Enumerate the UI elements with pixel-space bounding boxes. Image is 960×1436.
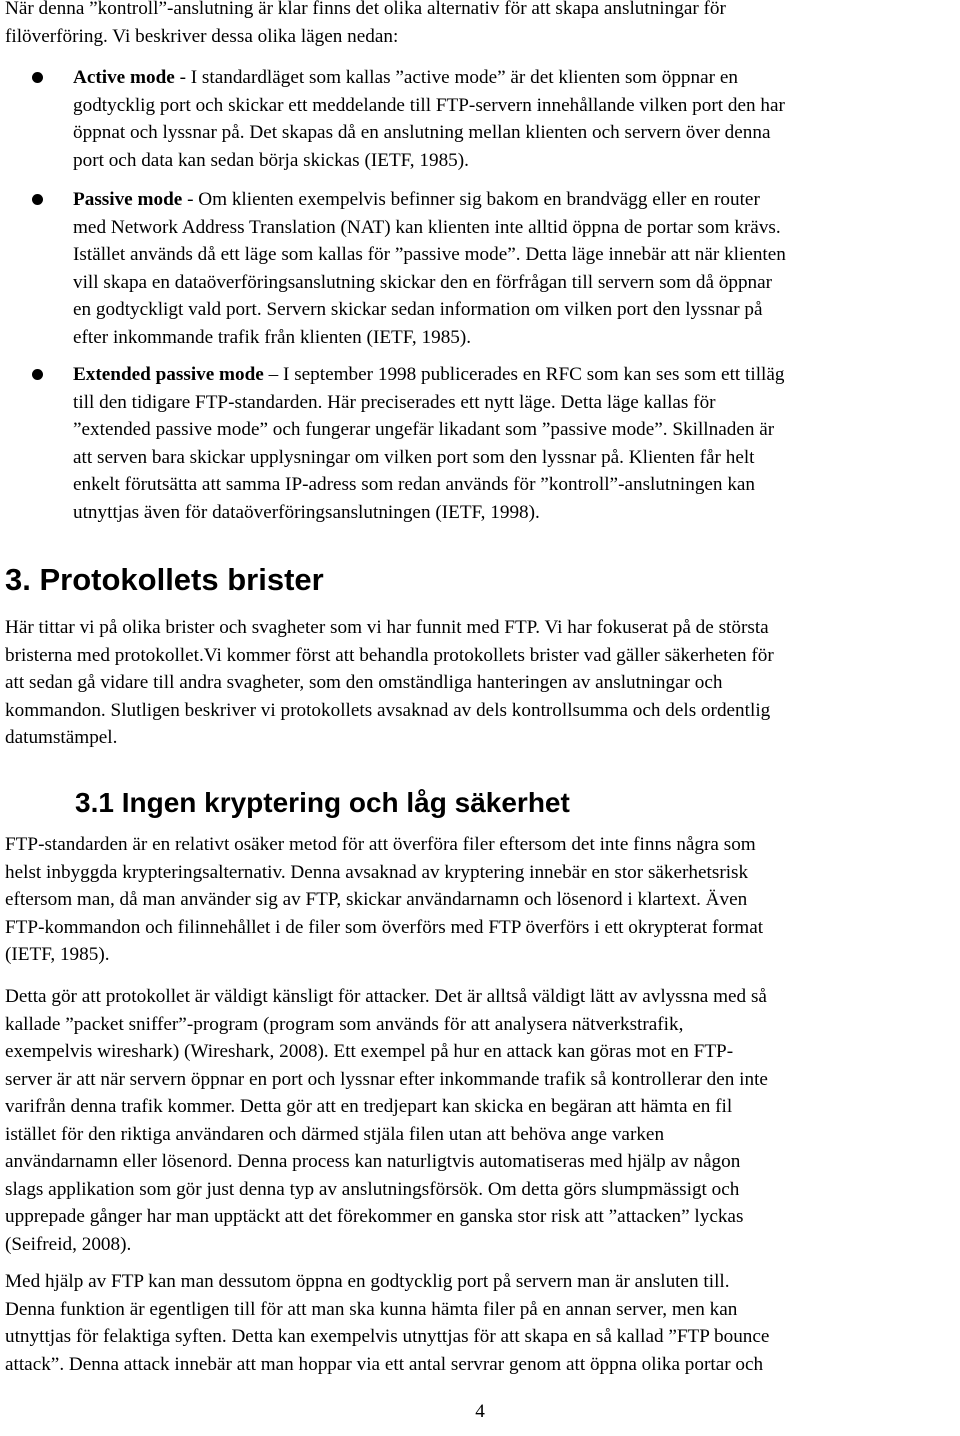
text-line: istället för den riktiga användaren och därmed stjäla filen utan att behöva ange varken xyxy=(5,1123,665,1145)
intro-paragraph xyxy=(5,0,953,50)
text-line: Med hjälp av FTP kan man dessutom öppna en godtycklig port på servern man är ansluten till. xyxy=(5,1271,730,1292)
text-line: helst inbyggda krypteringsalternativ. Denna avsaknad av kryptering innebär en stor säkerhetsrisk xyxy=(5,861,749,883)
text-line: exempelvis wireshark) (Wireshark, 2008). Ett exempel på hur en attack kan göras mot en FTP- xyxy=(5,1041,734,1062)
text-line: öppnat och lyssnar på. Det skapas då en anslutning mellan klienten och servern över denna xyxy=(73,122,771,143)
text-line: en godtyckligt vald port. Servern skickar sedan information om vilken port den lyssnar på xyxy=(73,299,763,320)
text-line: attack”. Denna attack innebär att man hoppar via ett antal servrar genom att öppna olika portar och xyxy=(5,1353,764,1375)
text-line: varifrån denna trafik kommer. Detta gör att en tredjepart kan skicka en begäran att hämta en fil xyxy=(5,1096,733,1117)
text-line: datumstämpel. xyxy=(5,727,118,748)
text-line: godtycklig port och skickar ett meddelande till FTP-servern innehållande vilken port den har xyxy=(73,94,785,116)
text-line: När denna ”kontroll”-anslutning är klar finns det olika alternativ för att skapa anslutningar för xyxy=(5,0,726,19)
bullet-dot-icon xyxy=(32,194,43,205)
text-line: kommandon. Slutligen beskriver vi protokollets avsaknad av dels kontrollsumma och dels ordentlig xyxy=(5,699,771,721)
text-line: kallade ”packet sniffer”-program (program som används för att analysera nätverkstrafik, xyxy=(5,1013,684,1035)
text-line: vill skapa en dataöverföringsanslutning skickar den en förfrågan till servern som då öppnar xyxy=(73,271,773,293)
text-line xyxy=(73,361,957,389)
section-heading: 3. Protokollets brister xyxy=(5,562,324,597)
page-number: 4 xyxy=(475,1401,485,1422)
text-line: server är att när servern öppnar en port och lyssnar efter inkommande trafik så kontrollerar den inte xyxy=(5,1068,768,1090)
text-line xyxy=(73,64,957,92)
text-line: utnyttjas för felaktiga syften. Detta kan exempelvis utnyttjas för att skapa en så kallad ”FTP bounce xyxy=(5,1326,770,1347)
text-line: efter inkommande trafik från klienten (IETF, 1985). xyxy=(73,326,472,348)
bullet-dot-icon xyxy=(32,369,43,380)
text-span: - Om klienten exempelvis befinner sig bakom en brandvägg eller en router xyxy=(182,189,760,210)
text-line: upprepade gånger har man upptäckt att det förekommer en ganska stor risk att ”attacken” lyckas xyxy=(5,1206,744,1227)
text-line: utnyttjas även för dataöverföringsanslutningen (IETF, 1998). xyxy=(73,501,540,523)
bullet-term: Extended passive mode xyxy=(73,364,264,385)
text-line: Detta gör att protokollet är väldigt känsligt för attacker. Det är alltså väldigt lätt av avlyssna med så xyxy=(5,986,767,1007)
text-line: till den tidigare FTP-standarden. Här preciserades ett nytt läge. Detta läge kallas för xyxy=(73,391,716,413)
text-line: att serven bara skickar upplysningar om vilken port som den lyssnar på. Klienten får helt xyxy=(73,446,755,468)
text-line: enkelt förutsätta att samma IP-adress som redan används för ”kontroll”-anslutningen kan xyxy=(73,474,756,495)
text-line: FTP-standarden är en relativt osäker metod för att överföra filer eftersom det inte finns några som xyxy=(5,834,756,855)
body-paragraph xyxy=(5,1268,953,1378)
bullet-text xyxy=(73,361,957,526)
bullet-text xyxy=(73,186,957,351)
text-line xyxy=(73,186,957,214)
text-line: Här tittar vi på olika brister och svagheter som vi har funnit med FTP. Vi har fokuserat på de största xyxy=(5,617,769,638)
text-line: ”extended passive mode” och fungerar ungefär likadant som ”passive mode”. Skillnaden är xyxy=(73,419,775,440)
section3-paragraph xyxy=(5,614,953,752)
text-line: (Seifreid, 2008). xyxy=(5,1233,132,1255)
body-paragraph xyxy=(5,983,953,1258)
subsection-heading: 3.1 Ingen kryptering och låg säkerhet xyxy=(75,787,570,818)
text-line: med Network Address Translation (NAT) kan klienten inte alltid öppna de portar som krävs. xyxy=(73,216,781,238)
body-paragraph xyxy=(5,831,953,969)
text-span: - I standardläget som kallas ”active mode” är det klienten som öppnar en xyxy=(174,67,738,88)
text-line: att sedan gå vidare till andra svagheter, som den omständliga hanteringen av anslutningar och xyxy=(5,672,723,693)
text-span: – I september 1998 publicerades en RFC som kan ses som ett tilläg xyxy=(263,364,785,385)
bullet-dot-icon xyxy=(32,72,43,83)
bullet-term: Passive mode xyxy=(73,189,183,210)
text-line: (IETF, 1985). xyxy=(5,944,110,965)
text-line: Denna funktion är egentligen till för att man ska kunna hämta filer på en annan server, men kan xyxy=(5,1298,738,1320)
text-line: FTP-kommandon och filinnehållet i de filer som överförs med FTP överförs i ett okrypterat format xyxy=(5,916,764,938)
text-line: bristerna med protokollet.Vi kommer först att behandla protokollets brister vad gäller säkerheten för xyxy=(5,644,774,666)
text-line: filöverföring. Vi beskriver dessa olika lägen nedan: xyxy=(5,25,399,47)
text-line: slags applikation som gör just denna typ av anslutningsförsök. Om detta görs slumpmässigt och xyxy=(5,1178,740,1200)
text-line: användarnamn eller lösenord. Denna process kan naturligtvis automatiseras med hjälp av någon xyxy=(5,1151,741,1172)
text-line: eftersom man, då man använder sig av FTP, skickar användarnamn och lösenord i klartext. Även xyxy=(5,889,748,910)
text-line: port och data kan sedan börja skickas (IETF, 1985). xyxy=(73,149,469,171)
bullet-text xyxy=(73,64,957,174)
text-line: Istället används då ett läge som kallas för ”passive mode”. Detta läge innebär att när klienten xyxy=(73,244,786,265)
bullet-term: Active mode xyxy=(73,67,175,88)
